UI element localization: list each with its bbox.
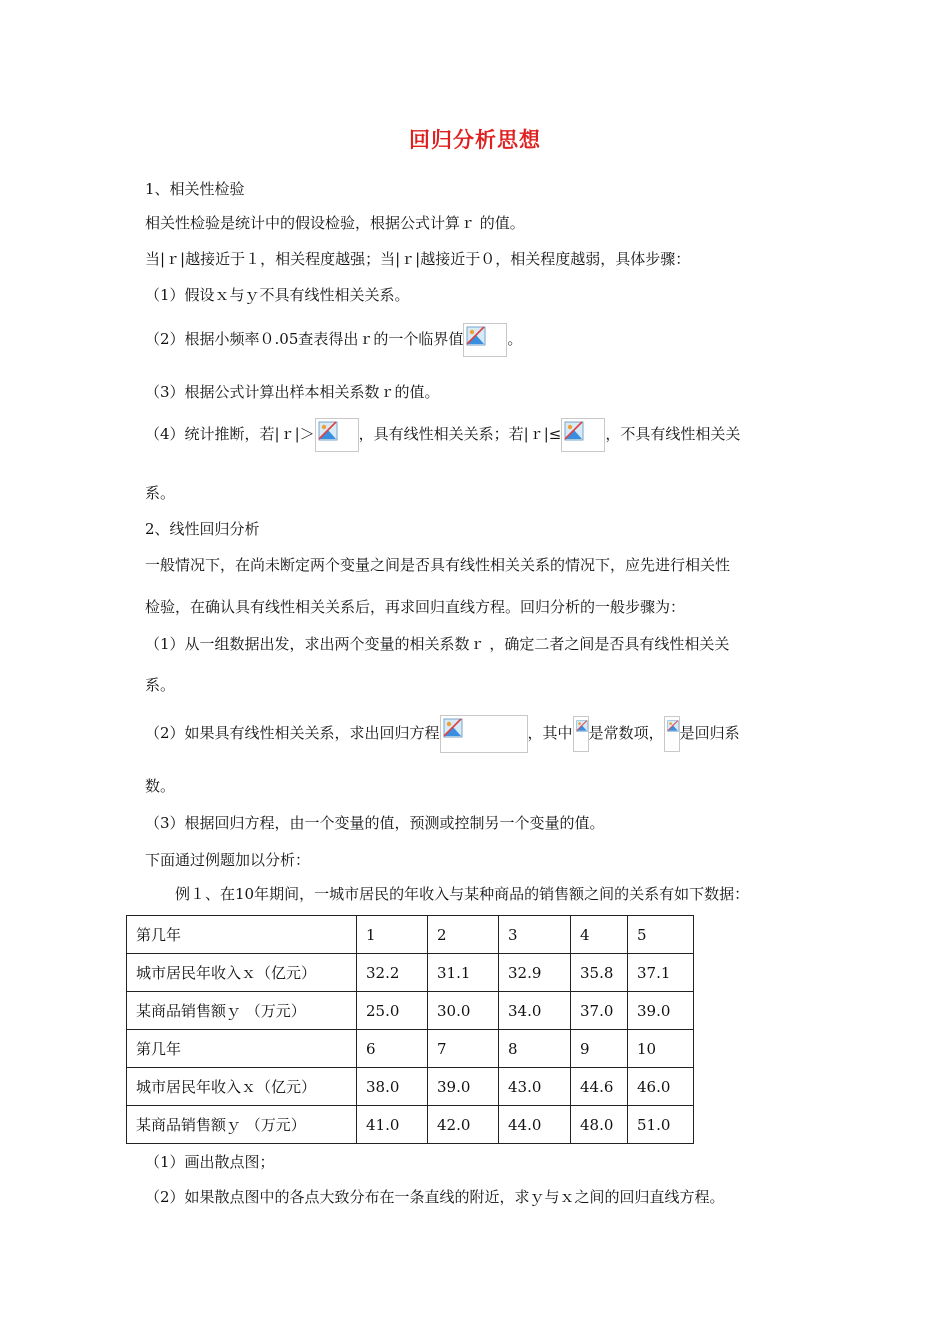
table-cell: 城市居民年收入ｘ（亿元）: [127, 954, 357, 992]
paragraph: 下面通过例题加以分析：: [145, 851, 311, 869]
section-2-heading: 2、线性回归分析: [145, 520, 260, 538]
table-cell: 某商品销售额ｙ （万元）: [127, 992, 357, 1030]
formula-image-placeholder: [463, 323, 507, 357]
paragraph: 一般情况下，在尚未断定两个变量之间是否具有线性相关关系的情况下，应先进行相关性: [145, 556, 731, 574]
table-cell: 9: [571, 1030, 628, 1068]
table-cell: 3: [499, 916, 571, 954]
table-cell: 8: [499, 1030, 571, 1068]
question: （2）如果散点图中的各点大致分布在一条直线的附近，求ｙ与ｘ之间的回归直线方程。: [145, 1188, 725, 1206]
table-cell: 51.0: [628, 1106, 694, 1144]
data-table: [126, 915, 694, 1144]
paragraph: 检验，在确认具有线性相关关系后，再求回归直线方程。回归分析的一般步骤为：: [145, 598, 686, 616]
table-cell: 第几年: [127, 1030, 357, 1068]
table-cell: 第几年: [127, 916, 357, 954]
step-text: 。: [507, 330, 523, 348]
broken-image-icon: [443, 718, 463, 738]
table-cell: 46.0: [628, 1068, 694, 1106]
table-cell: 44.0: [499, 1106, 571, 1144]
table-cell: 39.0: [428, 1068, 499, 1106]
table-row: [127, 992, 694, 1030]
table-cell: 32.2: [357, 954, 428, 992]
table-cell: 城市居民年收入ｘ（亿元）: [127, 1068, 357, 1106]
table-row: [127, 1106, 694, 1144]
step: [145, 715, 740, 753]
table-cell: 10: [628, 1030, 694, 1068]
broken-image-icon: [667, 719, 679, 733]
step: （3）根据公式计算出样本相关系数ｒ的值。: [145, 383, 440, 401]
step-continued: 数。: [145, 777, 176, 795]
step-text: ，不具有线性相关关: [605, 425, 741, 443]
table-cell: 41.0: [357, 1106, 428, 1144]
table-cell: 某商品销售额ｙ （万元）: [127, 1106, 357, 1144]
table-cell: 38.0: [357, 1068, 428, 1106]
paragraph: 当|ｒ|越接近于１，相关程度越强；当|ｒ|越接近于０，相关程度越弱，具体步骤：: [145, 250, 691, 268]
step-continued: 系。: [145, 484, 176, 502]
formula-image-placeholder: [561, 418, 605, 452]
table-row: [127, 954, 694, 992]
formula-image-placeholder: [315, 418, 359, 452]
step: [145, 323, 522, 357]
table-cell: 2: [428, 916, 499, 954]
broken-image-icon: [564, 421, 584, 441]
broken-image-icon: [318, 421, 338, 441]
step-text: ，其中: [527, 724, 573, 742]
table-cell: 6: [357, 1030, 428, 1068]
formula-image-placeholder: [573, 716, 589, 752]
table-cell: 7: [428, 1030, 499, 1068]
step-text: （2）如果具有线性相关关系，求出回归方程: [145, 724, 440, 742]
step-text: 是常数项，: [588, 724, 664, 742]
paragraph: 相关性检验是统计中的假设检验，根据公式计算ｒ 的值。: [145, 214, 525, 232]
page-title: 回归分析思想: [409, 127, 541, 152]
step: （3）根据回归方程，由一个变量的值，预测或控制另一个变量的值。: [145, 814, 605, 832]
table-cell: 5: [628, 916, 694, 954]
table-cell: 37.0: [571, 992, 628, 1030]
formula-image-placeholder: [440, 715, 528, 753]
table-cell: 43.0: [499, 1068, 571, 1106]
step-text: （4）统计推断，若|ｒ|＞: [145, 425, 315, 443]
table-row: [127, 1030, 694, 1068]
table-cell: 25.0: [357, 992, 428, 1030]
table-cell: 32.9: [499, 954, 571, 992]
table-row: [127, 1068, 694, 1106]
section-1-heading: 1、相关性检验: [145, 180, 245, 198]
step: （1）从一组数据出发，求出两个变量的相关系数ｒ ，确定二者之间是否具有线性相关关: [145, 635, 730, 653]
table-cell: 1: [357, 916, 428, 954]
table-cell: 35.8: [571, 954, 628, 992]
table-cell: 34.0: [499, 992, 571, 1030]
table-cell: 44.6: [571, 1068, 628, 1106]
table-cell: 30.0: [428, 992, 499, 1030]
formula-image-placeholder: [664, 716, 680, 752]
table-cell: 4: [571, 916, 628, 954]
step: （1）假设ｘ与ｙ不具有线性相关关系。: [145, 286, 410, 304]
table-cell: 48.0: [571, 1106, 628, 1144]
step-text: （2）根据小频率０.05查表得出ｒ的一个临界值: [145, 330, 464, 348]
table-cell: 39.0: [628, 992, 694, 1030]
broken-image-icon: [576, 719, 588, 733]
table-row: [127, 916, 694, 954]
table-cell: 31.1: [428, 954, 499, 992]
step-text: ，具有线性相关关系；若|ｒ|≤: [358, 425, 562, 443]
table-cell: 37.1: [628, 954, 694, 992]
example-statement: 例１、在10年期间，一城市居民的年收入与某种商品的销售额之间的关系有如下数据：: [175, 885, 750, 903]
step-continued: 系。: [145, 676, 176, 694]
step: [145, 418, 740, 452]
broken-image-icon: [466, 326, 486, 346]
step-text: 是回归系: [679, 724, 740, 742]
table-cell: 42.0: [428, 1106, 499, 1144]
question: （1）画出散点图；: [145, 1153, 275, 1171]
